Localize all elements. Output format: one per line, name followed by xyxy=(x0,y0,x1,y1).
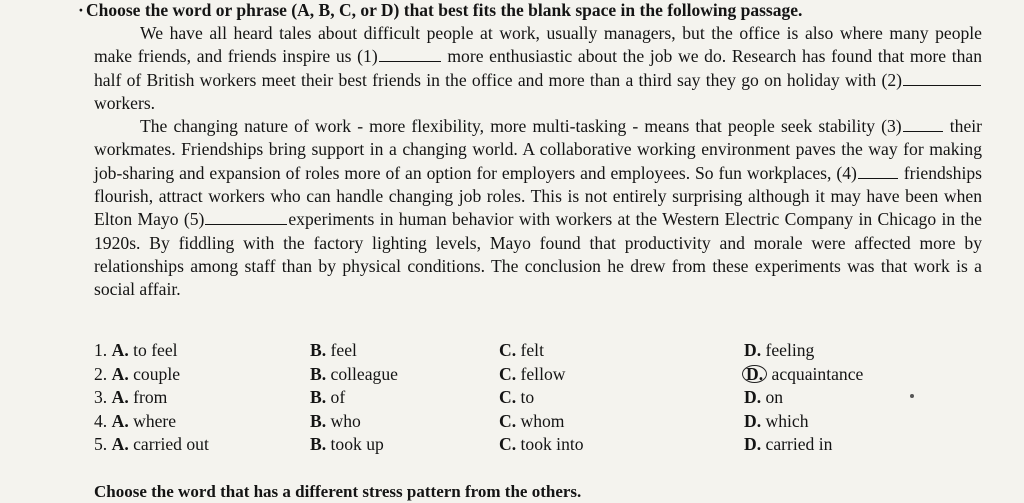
question-row-4 xyxy=(94,410,994,434)
option-3c: C. to xyxy=(499,387,535,408)
blank-2 xyxy=(903,70,981,86)
exercise-heading xyxy=(78,0,1006,21)
option-4a: 4. A. where xyxy=(94,410,177,431)
question-row-1 xyxy=(94,339,994,363)
blank-1 xyxy=(379,46,441,62)
passage-text: their workmates. Friendships bring support in a changing world. A collaborative working environment paves the way for making job-sharing and expansion of roles more of an option for employers and employees. So fun workplaces, (4) xyxy=(94,116,982,183)
option-2c: C. fellow xyxy=(499,363,566,384)
option-3a: 3. A. from xyxy=(94,387,168,408)
option-5a: 5. A. carried out xyxy=(94,434,209,455)
option-4d: D. which xyxy=(744,410,809,431)
option-2b: B. colleague xyxy=(310,363,398,384)
answer-options xyxy=(94,339,994,457)
passage-text: The changing nature of work - more flexibility, more multi-tasking - means that people seek stability (3) xyxy=(140,116,902,137)
option-1a: 1. A. to feel xyxy=(94,340,178,360)
reading-passage xyxy=(94,22,982,302)
passage-text: We have all heard tales about difficult people at work, usually managers, but the office is also where many people make friends, and friends inspire us (1) xyxy=(94,23,982,67)
question-row-2 xyxy=(94,363,994,387)
blank-5 xyxy=(205,209,287,225)
heading-text: Choose the word or phrase (A, B, C, or D) that best fits the blank space in the following passage. xyxy=(86,0,803,20)
passage-text: more enthusiastic about the job we do. Research has found that more than half of British workers meet their best friends in the office and more than a third say they go on holiday with (2) xyxy=(94,46,982,90)
option-2d-circled: D. acquaintance xyxy=(744,363,863,387)
passage-paragraph-2 xyxy=(94,115,982,301)
option-5c: C. took into xyxy=(499,434,584,455)
option-5b: B. took up xyxy=(310,434,384,455)
option-5d: D. carried in xyxy=(744,434,833,455)
circled-answer-mark: D. xyxy=(742,365,767,383)
blank-3 xyxy=(903,116,943,132)
passage-text: experiments in human behavior with workers at the Western Electric Company in Chicago in the 1920s. By fiddling with the factory lighting levels, Mayo found that productivity and morale were affected more by relationships among staff than by physical conditions. The conclusion he drew from these experiments was that work is a social affair. xyxy=(94,209,982,300)
question-row-5 xyxy=(94,433,994,457)
passage-paragraph-1 xyxy=(94,22,982,115)
option-4b: B. who xyxy=(310,410,361,431)
option-3b: B. of xyxy=(310,387,346,408)
option-1d: D. feeling xyxy=(744,340,815,360)
bullet-dot: · xyxy=(78,0,84,20)
option-2a: 2. A. couple xyxy=(94,363,181,384)
passage-text: workers. xyxy=(94,92,156,113)
option-1c: C. felt xyxy=(499,340,544,360)
next-section-heading: Choose the word that has a different stress pattern from the others. xyxy=(94,482,582,501)
option-4c: C. whom xyxy=(499,410,565,431)
paper-speck xyxy=(910,394,914,398)
option-1b: B. feel xyxy=(310,340,357,360)
blank-4 xyxy=(858,163,898,179)
option-3d: D. on xyxy=(744,387,784,408)
question-row-3 xyxy=(94,386,994,410)
passage-text: friendships flourish, attract workers who can handle changing job roles. This is not entirely surprising although it may have been when Elton Mayo (5) xyxy=(94,162,982,230)
